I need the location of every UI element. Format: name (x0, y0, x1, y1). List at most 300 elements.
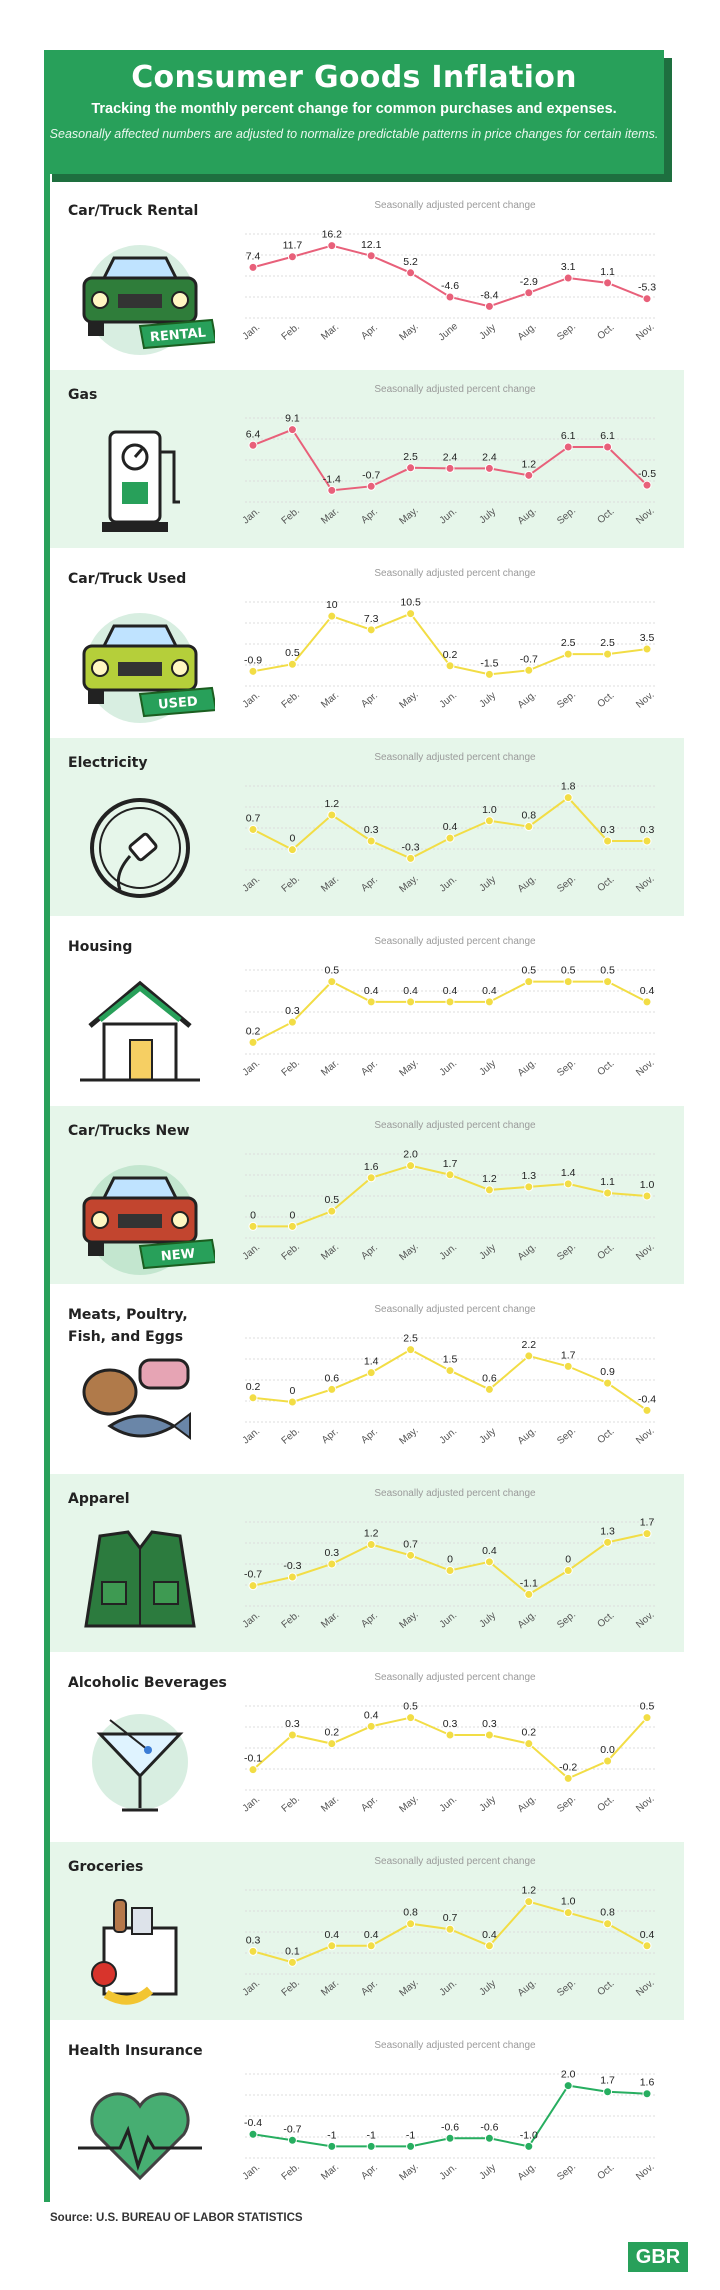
data-point (525, 1352, 533, 1360)
line-chart (235, 750, 675, 906)
data-point (328, 612, 336, 620)
data-label: 0.3 (600, 824, 615, 837)
x-tick-label: Sep. (555, 1241, 579, 1263)
data-point (367, 626, 375, 634)
data-point (328, 242, 336, 250)
line-chart (235, 2038, 675, 2194)
x-tick-label: May. (397, 321, 421, 344)
data-label: 1.7 (639, 1516, 655, 1529)
x-tick-label: May. (397, 1425, 421, 1448)
data-label: 0 (289, 832, 296, 845)
x-tick-label: Feb. (279, 1057, 302, 1079)
heart-pulse-icon (65, 2078, 215, 2196)
data-label: 0.2 (442, 648, 458, 661)
data-point (564, 1567, 572, 1575)
data-label: 0.4 (324, 1928, 340, 1941)
data-point (249, 1947, 257, 1955)
data-label: -0.3 (283, 1560, 302, 1573)
data-point (288, 1018, 296, 1026)
data-label: -1 (327, 2129, 337, 2142)
x-tick-label: Jun. (437, 505, 460, 527)
data-label: -4.6 (440, 279, 460, 292)
chart-panel (50, 370, 684, 548)
data-point (525, 1740, 533, 1748)
data-label: 10.5 (400, 596, 421, 609)
panel-title: Meats, Poultry, Fish, and Eggs (68, 1307, 188, 1345)
chart-panel (50, 922, 684, 1100)
data-point (525, 2142, 533, 2150)
x-tick-label: Jan. (240, 321, 263, 343)
data-label: 6.4 (245, 428, 261, 441)
data-label: 1.4 (363, 1355, 379, 1368)
x-tick-label: Feb. (279, 505, 302, 527)
jacket-icon (65, 1526, 215, 1644)
x-tick-label: Aug. (515, 2161, 539, 2183)
data-label: -0.3 (401, 841, 420, 854)
data-point (367, 1369, 375, 1377)
x-tick-label: Oct. (595, 1425, 617, 1447)
data-point (249, 2130, 257, 2138)
data-point (367, 998, 375, 1006)
data-label: -0.7 (283, 2123, 302, 2136)
x-tick-label: Jun. (437, 689, 460, 711)
data-point (643, 1942, 651, 1950)
line-chart (235, 198, 675, 354)
data-label: 0.3 (324, 1547, 340, 1559)
panel-title: Health Insurance (68, 2043, 203, 2059)
data-point (328, 811, 336, 819)
data-label: 0.2 (245, 1380, 261, 1393)
data-point (288, 2136, 296, 2144)
source-note: Source: U.S. BUREAU OF LABOR STATISTICS (50, 2212, 303, 2224)
data-label: 0.5 (285, 647, 300, 660)
x-tick-label: Oct. (595, 1241, 617, 1263)
data-point (604, 1189, 612, 1197)
data-point (328, 1385, 336, 1393)
data-label: 1.2 (521, 1884, 537, 1897)
x-tick-label: Nov. (634, 321, 657, 343)
x-tick-label: May. (397, 1977, 421, 2000)
x-tick-label: Mar. (319, 505, 342, 527)
x-tick-label: July (477, 1794, 499, 1815)
data-label: 11.7 (282, 239, 303, 252)
data-point (525, 823, 533, 831)
x-tick-label: Nov. (634, 1241, 657, 1263)
data-point (288, 1731, 296, 1739)
grocery-bag-icon (65, 1894, 215, 2012)
panel-title: Electricity (68, 755, 148, 771)
x-tick-label: Nov. (634, 1057, 657, 1079)
data-label: 0.4 (363, 984, 379, 997)
x-tick-label: Aug. (515, 1609, 539, 1631)
x-tick-label: Sep. (555, 1425, 579, 1447)
x-tick-label: Feb. (279, 873, 302, 895)
data-label: 0.5 (639, 1700, 655, 1713)
data-label: -0.6 (440, 2121, 460, 2134)
data-label: 0.5 (600, 964, 615, 977)
data-label: 5.2 (403, 255, 418, 268)
data-label: 16.2 (321, 228, 343, 241)
data-label: -0.7 (362, 469, 381, 482)
x-tick-label: July (477, 874, 499, 895)
x-tick-label: Jan. (240, 1793, 263, 1815)
x-tick-label: July (477, 506, 499, 527)
data-label: -8.4 (480, 289, 499, 302)
panel-title: Apparel (68, 1491, 130, 1507)
chart-title: Seasonally adjusted percent change (374, 2040, 536, 2051)
data-point (604, 443, 612, 451)
x-tick-label: Feb. (279, 1425, 302, 1447)
chart-title: Seasonally adjusted percent change (374, 1488, 536, 1499)
data-label: 0.2 (324, 1726, 340, 1739)
x-tick-label: Jan. (240, 2161, 263, 2183)
data-label: 0.3 (285, 1717, 300, 1730)
data-label: -5.3 (637, 281, 657, 294)
data-label: 0.8 (403, 1906, 418, 1919)
panel-title: Gas (68, 387, 98, 403)
panel-title: Groceries (68, 1859, 144, 1875)
x-tick-label: July (477, 1058, 499, 1079)
x-tick-label: May. (397, 2161, 421, 2184)
x-tick-label: Jan. (240, 689, 263, 711)
data-point (367, 1722, 375, 1730)
chart-panel (50, 1106, 684, 1284)
x-tick-label: Jun. (437, 1057, 460, 1079)
x-tick-label: Aug. (515, 1057, 539, 1079)
house-icon (65, 974, 215, 1092)
data-point (367, 1942, 375, 1950)
data-point (249, 1766, 257, 1774)
data-point (564, 2082, 572, 2090)
chart-panel (50, 1474, 684, 1652)
data-label: 0.3 (363, 824, 379, 837)
chart-title: Seasonally adjusted percent change (374, 1304, 536, 1315)
data-label: 0.2 (245, 1025, 261, 1038)
data-label: 9.1 (285, 412, 300, 425)
x-tick-label: Apr. (359, 1426, 380, 1447)
chart-title: Seasonally adjusted percent change (374, 568, 536, 579)
x-tick-label: Mar. (319, 873, 342, 895)
data-label: 1.0 (560, 1895, 576, 1908)
data-label: 1.6 (639, 2076, 655, 2089)
data-point (446, 834, 454, 842)
data-label: 1.2 (363, 1527, 379, 1540)
x-tick-label: Feb. (279, 1977, 302, 1999)
data-point (643, 645, 651, 653)
x-tick-label: Mar. (319, 1977, 342, 1999)
data-label: 2.4 (442, 451, 458, 464)
x-tick-label: July (477, 1242, 499, 1263)
x-tick-label: Oct. (595, 873, 617, 895)
x-tick-label: Mar. (319, 321, 342, 343)
data-point (288, 253, 296, 261)
data-label: -0.7 (519, 653, 538, 666)
data-point (328, 978, 336, 986)
data-point (485, 670, 493, 678)
data-label: 1.6 (363, 1160, 379, 1173)
x-tick-label: July (477, 690, 499, 711)
data-point (643, 1192, 651, 1200)
data-label: 1.3 (521, 1169, 537, 1182)
data-point (446, 464, 454, 472)
x-tick-label: Nov. (634, 873, 657, 895)
data-point (407, 998, 415, 1006)
data-label: 0.3 (639, 824, 655, 837)
x-tick-label: Sep. (555, 505, 579, 527)
data-label: 0.4 (363, 1709, 379, 1722)
x-tick-label: Jan. (240, 505, 263, 527)
data-label: 0.6 (324, 1372, 340, 1385)
data-point (525, 1590, 533, 1598)
data-point (446, 1925, 454, 1933)
data-point (288, 1958, 296, 1966)
data-point (328, 486, 336, 494)
x-tick-label: Nov. (634, 1609, 657, 1631)
line-chart (235, 1118, 675, 1274)
x-tick-label: Apr. (359, 1058, 380, 1079)
data-label: 1.1 (600, 1175, 615, 1188)
data-label: 0.0 (600, 1744, 615, 1757)
data-point (643, 1714, 651, 1722)
data-label: 0.7 (403, 1538, 418, 1551)
data-label: 0 (289, 1384, 296, 1397)
data-point (288, 426, 296, 434)
data-point (328, 2142, 336, 2150)
data-label: 0.4 (482, 984, 497, 997)
data-point (288, 1573, 296, 1581)
x-tick-label: Jan. (240, 1977, 263, 1999)
x-tick-label: Aug. (515, 1793, 539, 1815)
x-tick-label: Mar. (319, 1241, 342, 1263)
x-tick-label: Nov. (634, 1793, 657, 1815)
data-point (604, 1757, 612, 1765)
x-tick-label: Mar. (319, 1793, 342, 1815)
data-label: 0.8 (600, 1906, 615, 1919)
x-tick-label: July (477, 1610, 499, 1631)
data-label: -0.4 (243, 2117, 263, 2130)
data-point (249, 1038, 257, 1046)
data-point (407, 1162, 415, 1170)
data-point (328, 1942, 336, 1950)
x-tick-label: Jan. (240, 873, 263, 895)
svg-text:RENTAL: RENTAL (149, 325, 207, 346)
x-tick-label: Jun. (437, 1793, 460, 1815)
x-tick-label: Jun. (437, 873, 460, 895)
data-label: 0.3 (442, 1717, 458, 1730)
adjustment-note: Seasonally affected numbers are adjusted to normalize predictable patterns in price changes for certain items. (49, 127, 659, 141)
data-label: 2.2 (521, 1338, 537, 1351)
x-tick-label: July (477, 1978, 499, 1999)
data-label: -0.1 (243, 1752, 263, 1765)
data-point (485, 1186, 493, 1194)
data-label: 1.2 (324, 797, 340, 810)
data-point (407, 2142, 415, 2150)
x-tick-label: Aug. (515, 321, 539, 343)
x-tick-label: Aug. (515, 1425, 539, 1447)
panel-title: Car/Trucks New (68, 1123, 190, 1139)
data-point (367, 252, 375, 260)
x-tick-label: Feb. (279, 1609, 302, 1631)
data-label: 0.1 (285, 1945, 300, 1958)
x-tick-label: Feb. (279, 2161, 302, 2183)
x-tick-label: Jan. (240, 1425, 263, 1447)
x-tick-label: Jun. (437, 1609, 460, 1631)
data-label: 1.7 (442, 1157, 458, 1170)
data-point (604, 837, 612, 845)
data-label: -0.5 (637, 468, 657, 481)
x-tick-label: May. (397, 873, 421, 896)
data-point (485, 998, 493, 1006)
line-chart (235, 934, 675, 1090)
x-tick-label: Nov. (634, 505, 657, 527)
x-tick-label: Feb. (279, 321, 302, 343)
x-tick-label: Apr. (359, 1242, 380, 1263)
data-point (525, 289, 533, 297)
data-label: 2.5 (403, 1332, 418, 1345)
data-point (249, 825, 257, 833)
x-tick-label: Apr. (359, 1794, 380, 1815)
x-tick-label: Sep. (555, 873, 579, 895)
x-tick-label: Oct. (595, 1057, 617, 1079)
gas-pump-icon (65, 422, 215, 540)
data-label: -1.0 (519, 2129, 538, 2142)
data-label: 0.3 (245, 1934, 261, 1947)
data-point (407, 269, 415, 277)
data-point (604, 1920, 612, 1928)
data-label: 0.5 (403, 1700, 418, 1713)
data-label: 0.4 (482, 1544, 497, 1557)
data-label: -1 (366, 2129, 376, 2142)
data-point (446, 1731, 454, 1739)
data-point (485, 817, 493, 825)
x-tick-label: Sep. (555, 1057, 579, 1079)
x-tick-label: Apr. (359, 506, 380, 527)
data-label: 1.1 (600, 265, 615, 278)
svg-text:NEW: NEW (160, 1246, 196, 1265)
data-point (525, 471, 533, 479)
line-chart (235, 566, 675, 722)
brand-logo: GBR (628, 2242, 688, 2272)
data-label: 1.0 (639, 1179, 655, 1191)
x-tick-label: Apr. (359, 322, 380, 343)
panel-title: Alcoholic Beverages (68, 1675, 227, 1691)
x-tick-label: Nov. (634, 2161, 657, 2183)
data-point (564, 1180, 572, 1188)
data-label: 2.0 (560, 2068, 576, 2081)
data-label: 3.1 (560, 260, 576, 273)
data-label: 2.4 (482, 451, 497, 464)
data-point (446, 662, 454, 670)
x-tick-label: Apr. (359, 1610, 380, 1631)
data-label: 10 (325, 599, 338, 612)
chart-panel (50, 1658, 684, 1836)
x-tick-label: Oct. (595, 1609, 617, 1631)
data-point (367, 837, 375, 845)
panel-title: Housing (68, 939, 133, 955)
data-label: 1.7 (560, 1349, 576, 1362)
x-tick-label: Oct. (595, 1977, 617, 1999)
data-point (367, 2142, 375, 2150)
data-point (446, 998, 454, 1006)
x-tick-label: Feb. (279, 689, 302, 711)
chart-title: Seasonally adjusted percent change (374, 384, 536, 395)
data-point (407, 464, 415, 472)
data-label: 0 (250, 1209, 256, 1222)
chart-title: Seasonally adjusted percent change (374, 1120, 536, 1131)
data-label: -1 (405, 2129, 416, 2142)
data-point (407, 1551, 415, 1559)
data-point (249, 1582, 257, 1590)
x-tick-label: Jan. (240, 1057, 263, 1079)
data-label: -0.4 (637, 1393, 657, 1406)
x-tick-label: Oct. (595, 1793, 617, 1815)
x-tick-label: Aug. (515, 1977, 539, 1999)
data-point (446, 293, 454, 301)
data-label: -1.1 (519, 1577, 538, 1590)
data-point (249, 1222, 257, 1230)
data-label: 2.0 (403, 1148, 418, 1161)
x-tick-label: Sep. (555, 2161, 579, 2183)
data-label: -0.6 (480, 2121, 499, 2134)
data-label: -0.7 (243, 1568, 263, 1581)
panel-title: Car/Truck Used (68, 571, 187, 587)
data-point (604, 650, 612, 658)
x-tick-label: May. (397, 1241, 421, 1264)
x-tick-label: Mar. (319, 1609, 342, 1631)
header-banner (44, 50, 664, 174)
data-point (604, 279, 612, 287)
data-label: 0.7 (245, 812, 261, 825)
data-label: 0.7 (442, 1912, 458, 1925)
data-point (564, 794, 572, 802)
data-label: 6.1 (560, 429, 576, 442)
data-label: 0.3 (482, 1717, 497, 1730)
data-point (643, 1406, 651, 1414)
data-point (485, 464, 493, 472)
x-tick-label: Oct. (595, 505, 617, 527)
data-point (288, 846, 296, 854)
x-tick-label: Mar. (319, 2161, 342, 2183)
chart-panel (50, 1842, 684, 2020)
data-point (367, 482, 375, 490)
data-point (485, 2134, 493, 2142)
data-label: 1.8 (560, 780, 576, 793)
data-label: 0.4 (363, 1928, 379, 1941)
data-point (328, 1207, 336, 1215)
x-tick-label: July (477, 322, 499, 343)
x-tick-label: May. (397, 505, 421, 528)
chart-title: Seasonally adjusted percent change (374, 1672, 536, 1683)
data-label: 1.2 (482, 1172, 497, 1185)
data-point (643, 998, 651, 1006)
x-tick-label: May. (397, 1057, 421, 1080)
panel-title: Car/Truck Rental (68, 203, 199, 219)
x-tick-label: Jan. (240, 1241, 263, 1263)
data-point (249, 1394, 257, 1402)
x-tick-label: Apr. (359, 2162, 380, 2183)
data-label: 1.2 (521, 458, 537, 471)
data-point (407, 1714, 415, 1722)
data-point (288, 1398, 296, 1406)
data-label: -0.2 (559, 1761, 578, 1774)
data-point (564, 274, 572, 282)
data-label: -2.9 (519, 275, 538, 288)
x-tick-label: May. (397, 1793, 421, 1816)
chart-title: Seasonally adjusted percent change (374, 752, 536, 763)
x-tick-label: Sep. (555, 689, 579, 711)
line-chart (235, 1670, 675, 1826)
chart-panel (50, 2026, 684, 2204)
